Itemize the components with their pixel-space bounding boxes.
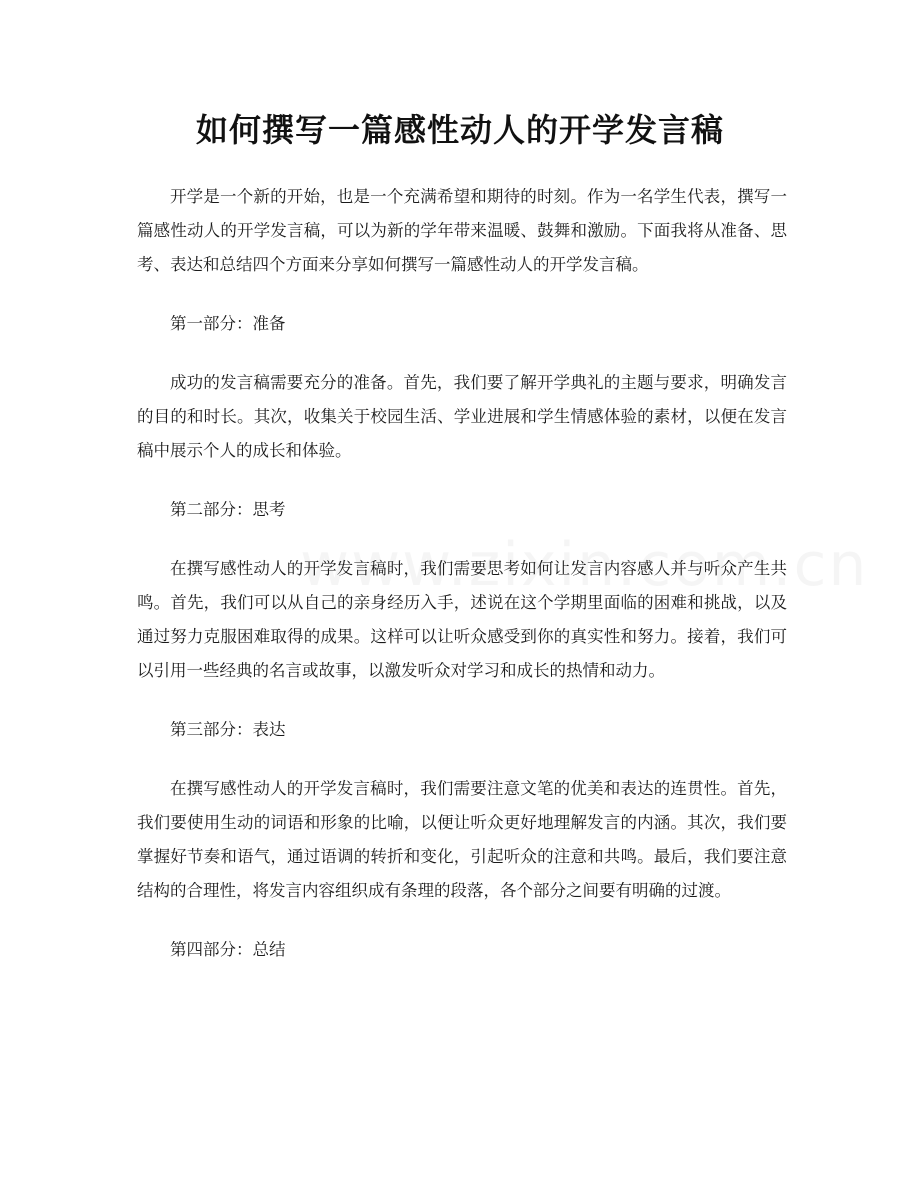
- section-heading-summary: 第四部分：总结: [170, 940, 286, 959]
- section-heading-preparation: 第一部分：准备: [170, 314, 286, 333]
- document-body: [137, 180, 787, 992]
- intro-paragraph: 开学是一个新的开始，也是一个充满希望和期待的时刻。作为一名学生代表，撰写一篇感性动人的开学发言稿，可以为新的学年带来温暖、鼓舞和激励。下面我将从准备、思考、表达和总结四个方面来分享如何撰写一篇感性动人的开学发言稿。: [137, 187, 787, 274]
- section-heading-expression: 第三部分：表达: [170, 720, 286, 739]
- preparation-paragraph: 成功的发言稿需要充分的准备。首先，我们要了解开学典礼的主题与要求，明确发言的目的和时长。其次，收集关于校园生活、学业进展和学生情感体验的素材，以便在发言稿中展示个人的成长和体验。: [137, 373, 787, 460]
- page-title: 如何撰写一篇感性动人的开学发言稿: [195, 111, 724, 149]
- thinking-paragraph: 在撰写感性动人的开学发言稿时，我们需要思考如何让发言内容感人并与听众产生共鸣。首先，我们可以从自己的亲身经历入手，述说在这个学期里面临的困难和挑战，以及通过努力克服困难取得的成果。这样可以让听众感受到你的真实性和努力。接着，我们可以引用一些经典的名言或故事，以激发听众对学习和成长的热情和动力。: [137, 559, 787, 680]
- expression-paragraph: 在撰写感性动人的开学发言稿时，我们需要注意文笔的优美和表达的连贯性。首先，我们要使用生动的词语和形象的比喻，以便让听众更好地理解发言的内涵。其次，我们要掌握好节奏和语气，通过语调的转折和变化，引起听众的注意和共鸣。最后，我们要注意结构的合理性，将发言内容组织成有条理的段落，各个部分之间要有明确的过渡。: [137, 779, 787, 900]
- section-heading-thinking: 第二部分：思考: [170, 500, 286, 519]
